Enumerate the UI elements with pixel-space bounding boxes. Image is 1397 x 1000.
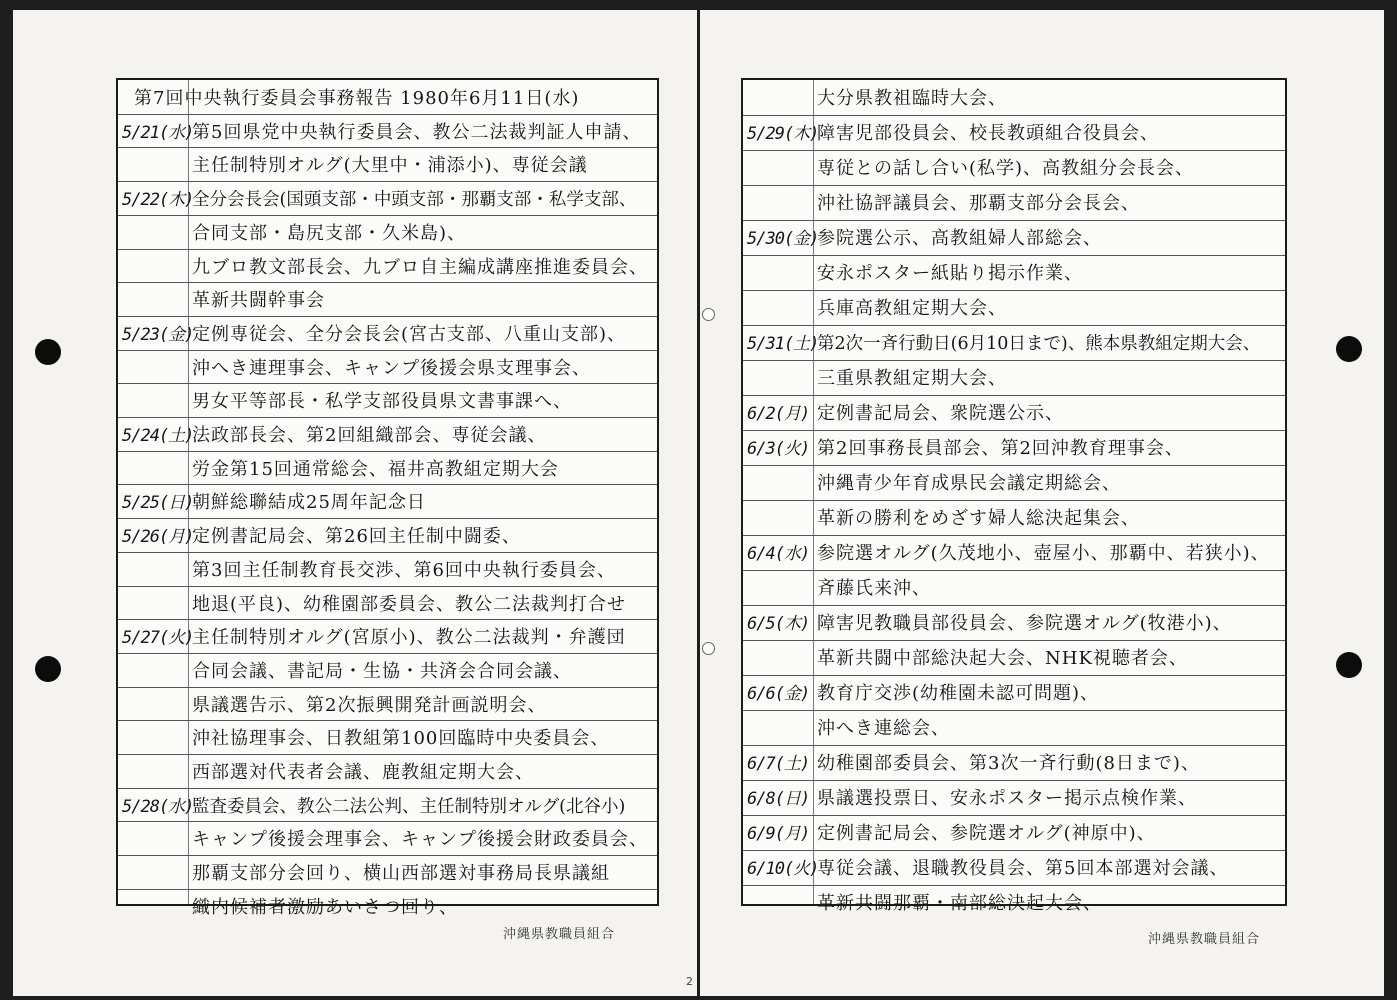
entry-date: 5/31(土): [747, 334, 819, 354]
entry-row: [118, 350, 657, 386]
entry-row: [743, 640, 1285, 676]
entry-text: 革新共闘幹事会: [192, 290, 325, 312]
entry-text: 第2次一斉行動日(6月10日まで)、熊本県教組定期大会、: [817, 334, 1261, 354]
entry-text: 沖社協評議員会、那覇支部分会長会、: [817, 193, 1140, 214]
report-title: 第7回中央執行委員会事務報告 1980年6月11日(水): [134, 88, 580, 109]
entry-text: 定例書記局会、参院選オルグ(神原中)、: [817, 823, 1156, 844]
entry-date: 5/24(土): [122, 426, 194, 446]
entry-text: 兵庫高教組定期大会、: [817, 298, 1007, 319]
entry-text: 三重県教組定期大会、: [817, 368, 1007, 389]
entry-date: 5/25(日): [122, 493, 194, 514]
entry-row: [743, 80, 1285, 116]
entry-text: 織内候補者激励あいさつ回り、: [192, 896, 458, 918]
entry-date: 6/6(金): [747, 684, 810, 704]
entry-text: 第3回主任制教育長交渉、第6回中央執行委員会、: [192, 559, 616, 581]
entry-text: 県議選告示、第2次振興開発計画説明会、: [192, 694, 547, 716]
entry-text: 西部選対代表者会議、鹿教組定期大会、: [192, 762, 534, 783]
left-ruled-page: [116, 78, 659, 918]
entry-date: 5/26(月): [122, 527, 194, 548]
entry-row: [118, 720, 657, 756]
entry-row: [743, 465, 1285, 501]
entry-text: 全分会長会(国頭支部・中頭支部・那覇支部・私学支部、: [192, 190, 637, 211]
entry-row: [118, 249, 657, 285]
entry-row: [118, 181, 657, 217]
entry-row: [743, 570, 1285, 606]
entry-date: 6/10(火): [747, 859, 819, 879]
entry-text: 障害児教職員部役員会、参院選オルグ(牧港小)、: [817, 613, 1232, 634]
entry-row: [118, 552, 657, 588]
entry-text: 安永ポスター紙貼り掲示作業、: [817, 263, 1083, 284]
entry-text: 第5回県党中央執行委員会、教公二法裁判証人申請、: [192, 121, 642, 143]
binder-ring-mark: [702, 308, 715, 321]
entry-text: 法政部長会、第2回組織部会、専従会議、: [192, 425, 547, 446]
entry-text: 九ブロ教文部長会、九ブロ自主編成講座推進委員会、: [192, 256, 648, 278]
entry-row: [118, 586, 657, 622]
entry-row: [118, 855, 657, 891]
entry-text: 主任制特別オルグ(大里中・浦添小)、専従会議: [192, 155, 588, 177]
entry-text: 教育庁交渉(幼稚園未認可問題)、: [817, 683, 1100, 704]
punch-hole: [35, 339, 61, 365]
page-number: 2: [686, 975, 693, 988]
entry-row: [743, 185, 1285, 221]
entry-text: 地退(平良)、幼稚園部委員会、教公二法裁判打合せ: [192, 593, 627, 615]
entry-text: 県議選投票日、安永ポスター掲示点検作業、: [817, 788, 1197, 809]
entry-date: 6/9(月): [747, 824, 810, 844]
entry-row: [118, 451, 657, 487]
entry-text: 専従との話し合い(私学)、高教組分会長会、: [817, 158, 1195, 179]
entry-row: [118, 788, 657, 824]
entry-text: 障害児部役員会、校長教頭組合役員会、: [817, 123, 1159, 144]
entry-date: 5/30(金): [747, 229, 819, 249]
entry-date: 5/28(水): [122, 796, 194, 817]
entry-text: 幼稚園部委員会、第3次一斉行動(8日まで)、: [817, 753, 1200, 774]
entry-text: 合同会議、書記局・生協・共済会合同会議、: [192, 660, 572, 682]
entry-date: 6/5(木): [747, 614, 810, 634]
entry-row: [743, 220, 1285, 256]
entry-row: [743, 430, 1285, 466]
entry-date: 6/4(水): [747, 544, 810, 564]
right-ruled-page: [741, 78, 1287, 914]
entry-text: 朝鮮総聯結成25周年記念日: [192, 492, 426, 514]
entry-date: 5/21(水): [122, 122, 194, 143]
binder-ring-mark: [702, 642, 715, 655]
entry-row: [743, 115, 1285, 151]
entry-row: [743, 745, 1285, 781]
entry-row: [118, 821, 657, 857]
entry-row: [743, 675, 1285, 711]
entry-text: 沖へき連理事会、キャンプ後援会県支理事会、: [192, 357, 591, 379]
entry-text: 大分県教祖臨時大会、: [817, 88, 1007, 109]
entry-row: [743, 255, 1285, 291]
entry-row: [743, 780, 1285, 816]
entry-row: [743, 850, 1285, 886]
entry-text: 沖縄青少年育成県民会議定期総会、: [817, 473, 1121, 494]
entry-row: [118, 653, 657, 689]
entry-date: 6/8(日): [747, 789, 810, 809]
entry-text: 革新の勝利をめざす婦人総決起集会、: [817, 508, 1140, 529]
entry-text: 男女平等部長・私学支部役員県文書事課へ、: [192, 391, 572, 413]
entry-text: 参院選公示、高教組婦人部総会、: [817, 228, 1102, 249]
entry-row: [743, 605, 1285, 641]
entry-text: 革新共闘中部総決起大会、NHK視聴者会、: [817, 648, 1188, 669]
entry-text: 監査委員会、教公二法公判、主任制特別オルグ(北谷小): [192, 796, 626, 817]
entry-text: 沖へき連総会、: [817, 718, 950, 739]
entry-row: [743, 815, 1285, 851]
left-sheet: [13, 10, 697, 996]
entry-text: 沖社協理事会、日教組第100回臨時中央委員会、: [192, 728, 610, 750]
entry-row: [118, 484, 657, 520]
punch-hole: [1336, 652, 1362, 678]
entry-row: [743, 395, 1285, 431]
entry-row: [118, 316, 657, 352]
entry-row: [118, 383, 657, 419]
entry-row: [118, 889, 657, 925]
entry-row: [118, 619, 657, 655]
entry-row: [743, 535, 1285, 571]
entry-text: 定例書記局会、第26回主任制中闘委、: [192, 526, 521, 548]
entry-date: 5/29(木): [747, 124, 819, 144]
entry-text: 主任制特別オルグ(宮原小)、教公二法裁判・弁護団: [192, 627, 626, 649]
entry-row: [743, 360, 1285, 396]
entry-text: 革新共闘那覇・南部総決起大会、: [817, 893, 1102, 914]
entry-row: [118, 687, 657, 723]
entry-date: 5/22(木): [122, 190, 194, 211]
entry-date: 5/27(火): [122, 628, 194, 649]
entry-text: 定例専従会、全分会長会(宮古支部、八重山支部)、: [192, 323, 627, 345]
right-footer-org: 沖縄県教職員組合: [1148, 932, 1261, 947]
report-title-row: [118, 80, 657, 116]
entry-row: [118, 518, 657, 554]
entry-row: [743, 325, 1285, 361]
entry-row: [118, 754, 657, 790]
entry-row: [118, 282, 657, 318]
entry-text: キャンプ後援会理事会、キャンプ後援会財政委員会、: [192, 829, 648, 851]
entry-row: [743, 885, 1285, 921]
entry-date: 6/2(月): [747, 404, 810, 424]
entry-text: 労金第15回通常総会、福井高教組定期大会: [192, 458, 559, 480]
entry-row: [118, 114, 657, 150]
punch-hole: [1336, 336, 1362, 362]
entry-row: [118, 147, 657, 183]
entry-text: 第2回事務長員部会、第2回沖教育理事会、: [817, 438, 1184, 459]
entry-date: 6/7(土): [747, 754, 810, 774]
entry-row: [118, 417, 657, 453]
entry-date: 5/23(金): [122, 324, 194, 345]
entry-row: [743, 150, 1285, 186]
entry-row: [743, 500, 1285, 536]
entry-text: 斉藤氏来沖、: [817, 578, 931, 599]
punch-hole: [35, 656, 61, 682]
entry-row: [118, 215, 657, 251]
entry-text: 合同支部・島尻支部・久米島)、: [192, 222, 467, 244]
entry-date: 6/3(火): [747, 439, 810, 459]
entry-text: 定例書記局会、衆院選公示、: [817, 403, 1064, 424]
entry-text: 那覇支部分会回り、横山西部選対事務局長県議組: [192, 863, 610, 885]
right-sheet: [700, 10, 1384, 996]
entry-row: [743, 290, 1285, 326]
entry-text: 参院選オルグ(久茂地小、壺屋小、那覇中、若狭小)、: [817, 543, 1270, 564]
left-footer-org: 沖縄県教職員組合: [503, 927, 616, 942]
entry-row: [743, 710, 1285, 746]
entry-text: 専従会議、退職教役員会、第5回本部選対会議、: [817, 858, 1229, 879]
